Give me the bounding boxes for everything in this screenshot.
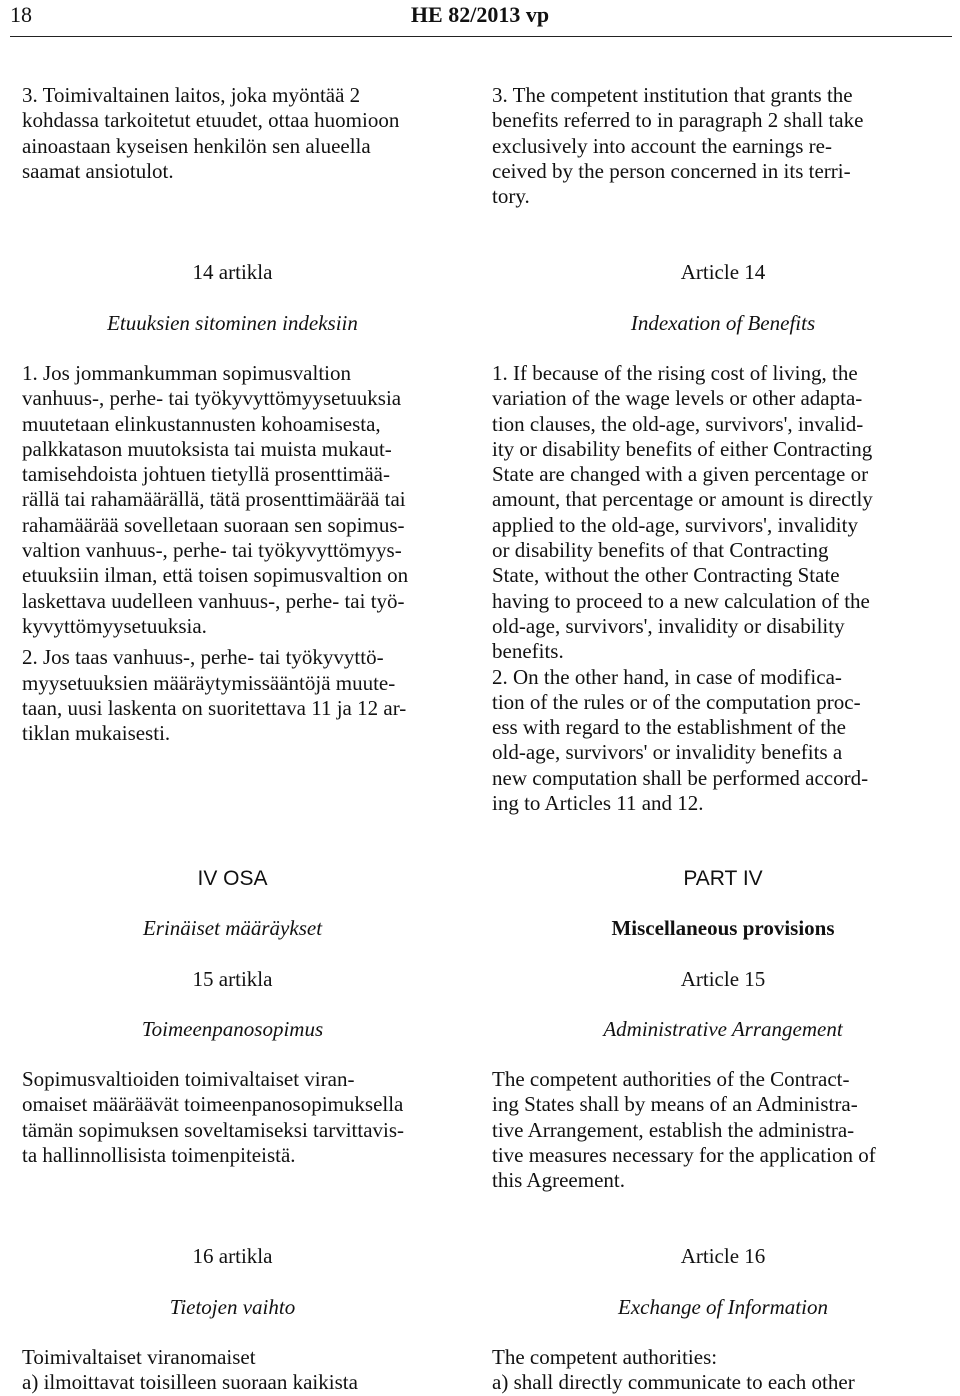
- fi-article-16-title: 16 artikla: [192, 1244, 273, 1268]
- fi-article-15-title: 15 artikla: [192, 967, 273, 991]
- fi-article-14-paragraph-2: 2. Jos taas vanhuus-, perhe- tai työkyvyttö- myysetuuksien määräytymissääntöjä muute- taan, uusi laskenta on suoritettava 11 ja 12 ar- tiklan mukaisesti.: [22, 645, 407, 746]
- document-id: HE 82/2013 vp: [410, 2, 550, 27]
- fi-article-14-title: 14 artikla: [192, 260, 273, 284]
- en-article-16-subtitle: Exchange of Information: [618, 1295, 828, 1319]
- en-article-15-body: The competent authorities of the Contract- ing States shall by means of an Administra- tive Arrangement, establish the administra- tive measures necessary for the application of this Agreement.: [492, 1067, 876, 1193]
- fi-part-4-title: IV OSA: [197, 867, 268, 890]
- en-article-14-subtitle: Indexation of Benefits: [630, 311, 816, 335]
- fi-article-14-body: [22, 361, 480, 746]
- en-article-15-subtitle: Administrative Arrangement: [603, 1017, 843, 1041]
- fi-part-4-subtitle: Erinäiset määräykset: [142, 916, 323, 940]
- page-number: 18: [10, 2, 32, 27]
- fi-article-16-subtitle: Tietojen vaihto: [169, 1295, 296, 1319]
- en-article-14-title: Article 14: [680, 260, 766, 284]
- fi-article-15-subtitle: Toimeenpanosopimus: [141, 1017, 324, 1041]
- fi-article-14-paragraph-1: 1. Jos jommankumman sopimusvaltion vanhuus-, perhe- tai työkyvyttömyysetuuksia muutetaan elinkustannusten kohoamisesta, palkkatason muutoksista tai muista mukaut- tamisehdoista johtuen tietyllä prosenttimää- rällä tai rahamäärällä, tätä prosenttimäärää tai rahamäärää sovelletaan suoraan sen sopimus- valtion vanhuus-, perhe- tai työkyvyttömyys- etuuksiin ilman, että toisen sopimusvaltion on laskettava uudelleen vanhuus-, perhe- tai työ- kyvyttömyysetuuksia.: [22, 361, 409, 638]
- en-article-14-body: [492, 361, 950, 816]
- fi-article-14-subtitle: Etuuksien sitominen indeksiin: [107, 311, 358, 335]
- en-article-16-title: Article 16: [680, 1244, 766, 1268]
- en-article-15-title: Article 15: [680, 967, 766, 991]
- fi-article-15-body: Sopimusvaltioiden toimivaltaiset viran- omaiset määräävät toimeenpanosopimuksella tämän sopimuksen soveltamiseksi tarvittavis- ta hallinnollisista toimenpiteistä.: [22, 1067, 405, 1167]
- en-article-16-body: The competent authorities: a) shall directly communicate to each other: [492, 1345, 855, 1395]
- header-divider: [10, 36, 952, 37]
- en-part-4-title: PART IV: [683, 867, 763, 890]
- en-paragraph-3: 3. The competent institution that grants the benefits referred to in paragraph 2 shall take exclusively into account the earnings re- ceived by the person concerned in its terri- tory.: [492, 83, 864, 209]
- en-article-14-paragraph-1: 1. If because of the rising cost of living, the variation of the wage levels or other adapta- tion clauses, the old-age, survivors', invalid- ity or disability benefits of either Contracting State are changed with a given percentage or amount, that percentage or amount is directly applied to the old-age, survivors', invalidity or disability benefits of that Contracting State, without the other Contracting State having to proceed to a new calculation of the old-age, survivors', invalidity or disability benefits.: [492, 361, 873, 664]
- en-article-14-paragraph-2: 2. On the other hand, in case of modifica- tion of the rules or of the computation proc- ess with regard to the establishment of the old-age, survivors' or invalidity benefits a new computation shall be performed accord- ing to Articles 11 and 12.: [492, 664, 869, 816]
- en-part-4-subtitle: Miscellaneous provisions: [611, 916, 835, 940]
- fi-article-16-body: Toimivaltaiset viranomaiset a) ilmoittavat toisilleen suoraan kaikista: [22, 1345, 358, 1395]
- fi-paragraph-3: 3. Toimivaltainen laitos, joka myöntää 2 kohdassa tarkoitetut etuudet, ottaa huomioon ainoastaan kyseisen henkilön sen alueella saamat ansiotulot.: [22, 83, 400, 183]
